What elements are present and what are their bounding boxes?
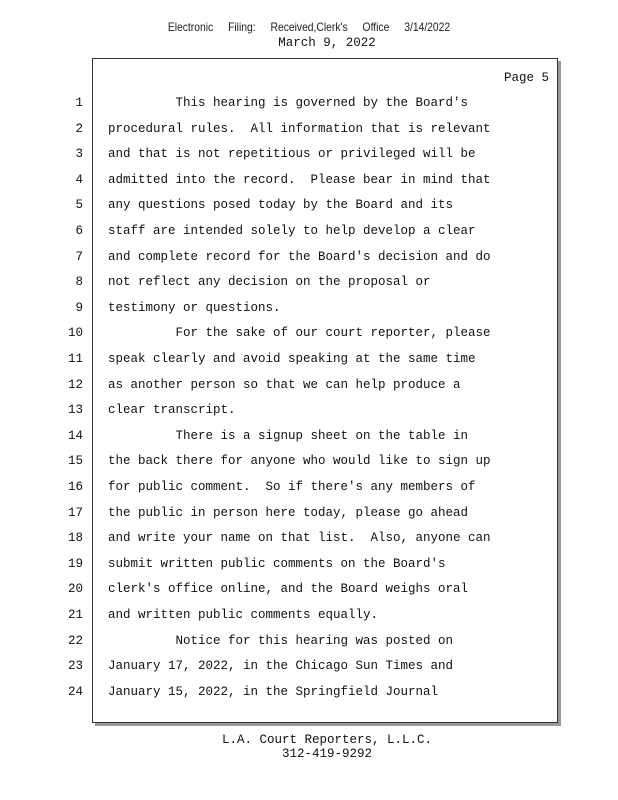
line-text: any questions posed today by the Board and its [108,198,454,213]
line-text: speak clearly and avoid speaking at the same time [108,352,476,366]
filing-stamp-part: Electronic [167,20,214,34]
line-text: staff are intended solely to help develop a clear [108,224,476,238]
line-number: 9 [75,300,83,315]
line-number: 23 [67,659,83,674]
line-number: 8 [75,275,83,290]
line-number: 6 [75,224,83,238]
line-number: 5 [75,198,83,213]
line-number: 13 [67,403,83,418]
line-number: 15 [67,454,83,469]
electronic-filing-stamp [43,20,574,34]
line-number: 1 [75,96,83,110]
line-text: clerk's office online, and the Board weighs oral [108,582,469,597]
line-text: submit written public comments on the Board's [108,556,446,571]
line-number: 21 [67,608,83,622]
line-text: as another person so that we can help produce a [108,377,461,392]
line-number: 20 [67,582,83,597]
line-text: Notice for this hearing was posted on [108,633,454,648]
line-number: 14 [67,428,83,443]
reporter-company: L.A. Court Reporters, L.L.C. [221,733,433,747]
line-text: and complete record for the Board's decision and do [108,249,491,264]
line-text: testimony or questions. [108,300,281,315]
filing-stamp-part: 3/14/2022 [404,20,451,34]
line-number: 4 [75,172,83,187]
line-number: 17 [67,505,83,520]
line-number: 10 [67,326,83,341]
line-number: 16 [67,480,83,494]
line-number: 11 [67,352,83,366]
filing-stamp-part: Office [362,20,390,34]
line-text: the back there for anyone who would like to sign up [108,454,491,469]
line-number: 12 [67,377,83,392]
filing-stamp-part: Received,Clerk's [270,20,348,34]
line-text: There is a signup sheet on the table in [108,428,469,443]
page-number: Page 5 [503,71,549,85]
line-number: 2 [75,121,83,136]
line-number: 22 [67,633,83,648]
hearing-date: March 9, 2022 [278,36,376,50]
line-number: 18 [67,531,83,546]
line-text: admitted into the record. Please bear in mind that [108,172,491,187]
line-number: 3 [75,147,83,162]
line-number: 19 [67,556,83,571]
line-text: for public comment. So if there's any members of [108,480,476,494]
line-number: 7 [75,249,83,264]
line-text: not reflect any decision on the proposal or [108,275,431,290]
transcript-box [67,58,558,723]
line-text: For the sake of our court reporter, please [108,326,491,341]
line-text: the public in person here today, please go ahead [108,505,469,520]
line-number: 24 [67,684,83,699]
reporter-phone: 312-419-9292 [281,747,372,761]
line-text: and write your name on that list. Also, anyone can [108,531,491,546]
line-text: and that is not repetitious or privileged will be [108,147,476,162]
line-text: January 17, 2022, in the Chicago Sun Times and [108,659,454,674]
filing-stamp-part: Filing: [228,20,256,34]
line-text: and written public comments equally. [108,608,379,622]
line-text: This hearing is governed by the Board's [108,96,469,110]
line-text: procedural rules. All information that is relevant [108,121,491,136]
line-text: January 15, 2022, in the Springfield Journal [108,684,439,699]
line-text: clear transcript. [108,403,236,418]
